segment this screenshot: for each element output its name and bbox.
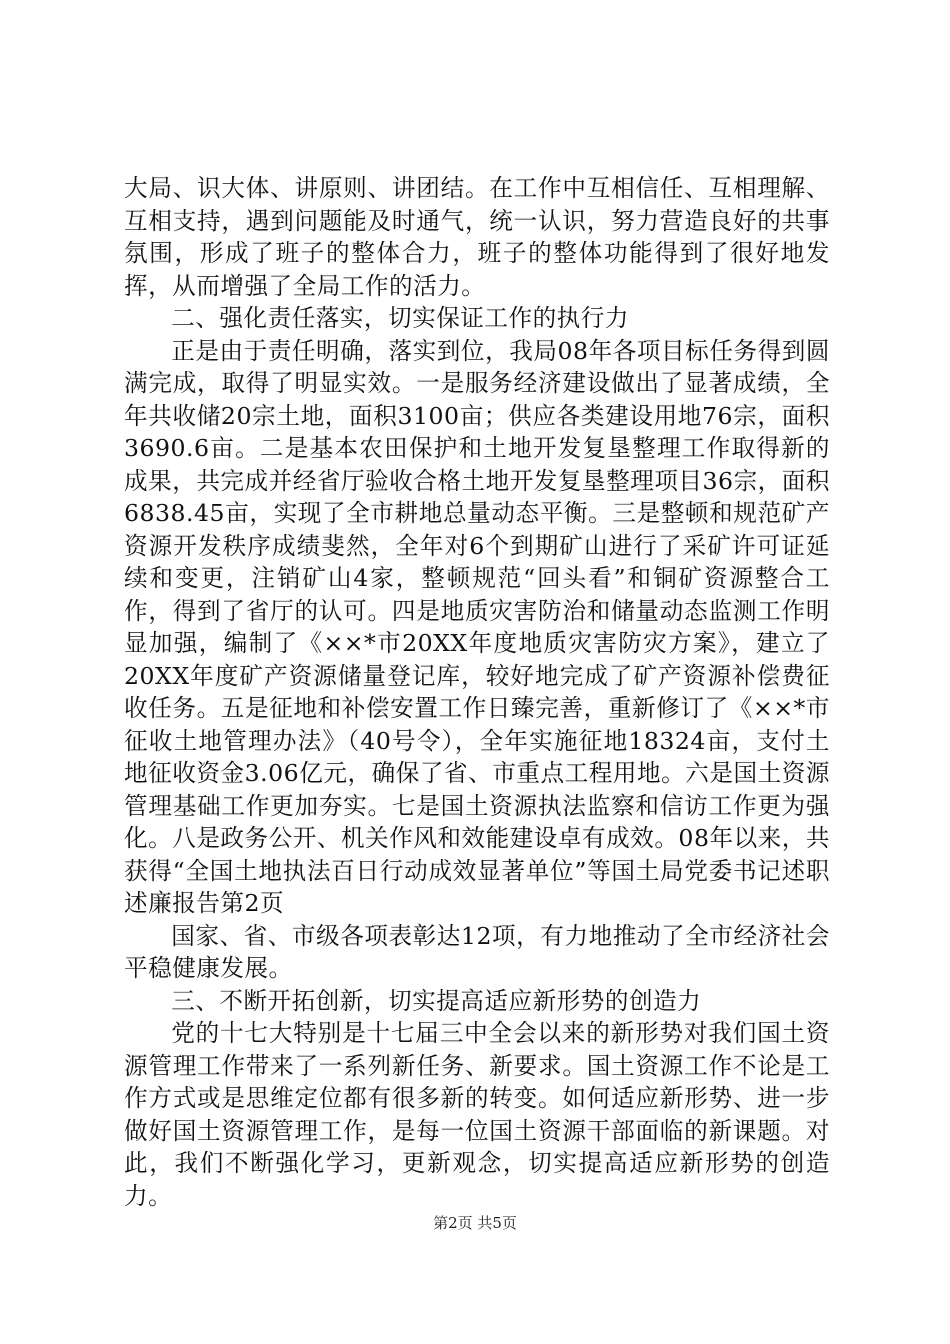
section-heading-2: 二、强化责任落实，切实保证工作的执行力 [171, 304, 629, 332]
paragraph-awards: 国家、省、市级各项表彰达12项，有力地推动了全市经济社会平稳健康发展。 [124, 921, 830, 982]
paragraph-achievements: 正是由于责任明确，落实到位，我局08年各项目标任务得到圆满完成，取得了明显实效。一是服务经济建设做出了显著成绩，全年共收储20宗土地，面积3100亩；供应各类建设用地76宗，面积3690.6亩。二是基本农田保护和土地开发复垦整理工作取得新的成果，共完成并经省厅验收合格土地开发复垦整理项目36宗，面积6838.45亩，实现了全市耕地总量动态平衡。三是整顿和规范矿产资源开发秩序成绩斐然，全年对6个到期矿山进行了采矿许可证延续和变更，注销矿山4家，整顿规范“回头看”和铜矿资源整合工作，得到了省厅的认可。四是地质灾害防治和储量动态监测工作明显加强，编制了《××*市20XX年度地质灾害防灾方案》，建立了20XX年度矿产资源储量登记库，较好地完成了矿产资源补偿费征收任务。五是征地和补偿安置工作日臻完善，重新修订了《××*市征收土地管理办法》（40号令），全年实施征地18324亩，支付土地征收资金3.06亿元，确保了省、市重点工程用地。六是国土资源管理基础工作更加夯实。七是国土资源执法监察和信访工作更为强化。八是政务公开、机关作风和效能建设卓有成效。08年以来，共获得“全国土地执法百日行动成效显著单位”等国土局党委书记述职述廉报告第2页 [124, 336, 830, 917]
document-body [124, 172, 830, 1212]
page-number: 第2页 共5页 [433, 1214, 517, 1232]
paragraph-continuation: 大局、识大体、讲原则、讲团结。在工作中互相信任、互相理解、互相支持，遇到问题能及时通气，统一认识，努力营造良好的共事氛围，形成了班子的整体合力，班子的整体功能得到了很好地发挥，从而增强了全局工作的活力。 [124, 174, 830, 300]
paragraph-innovation: 党的十七大特别是十七届三中全会以来的新形势对我们国土资源管理工作带来了一系列新任务、新要求。国土资源工作不论是工作方式或是思维定位都有很多新的转变。如何适应新形势、进一步做好国土资源管理工作，是每一位国土资源干部面临的新课题。对此，我们不断强化学习，更新观念，切实提高适应新形势的创造力。 [124, 1019, 830, 1210]
section-heading-3: 三、不断开拓创新，切实提高适应新形势的创造力 [171, 986, 702, 1015]
page-footer [0, 1212, 950, 1233]
